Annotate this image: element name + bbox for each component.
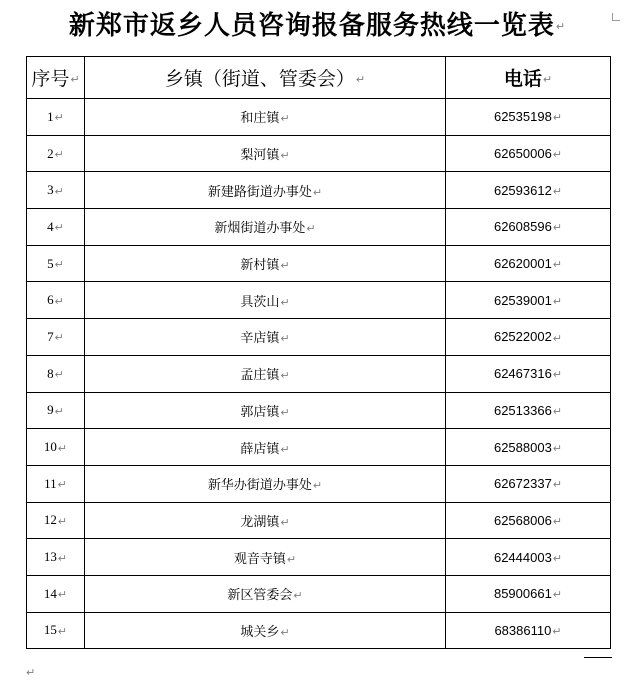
- paragraph-mark-icon: ↵: [280, 369, 290, 383]
- paragraph-mark-icon: ↵: [552, 222, 563, 235]
- row-township-text: 辛店镇: [240, 331, 280, 347]
- row-index-text: 13: [43, 549, 57, 565]
- paragraph-mark-icon: ↵: [280, 295, 290, 309]
- table-row: [27, 355, 611, 392]
- row-phone: [446, 465, 611, 502]
- paragraph-mark-icon: ↵: [57, 625, 68, 638]
- row-phone: [446, 172, 611, 209]
- table-header-row: [27, 57, 611, 99]
- paragraph-mark-icon: ↵: [70, 73, 80, 86]
- document-title: 新郑市返乡人员咨询报备服务热线一览表: [68, 11, 555, 41]
- paragraph-mark-icon: ↵: [552, 405, 563, 418]
- row-township-text: 梨河镇: [240, 148, 280, 164]
- row-township: [85, 612, 446, 649]
- row-township: [85, 502, 446, 539]
- row-phone-text: 85900661: [493, 586, 552, 602]
- paragraph-mark-icon: ↵: [57, 479, 67, 492]
- row-index: [27, 209, 85, 246]
- paragraph-mark-icon: ↵: [54, 332, 64, 345]
- row-index-text: 3: [47, 182, 54, 198]
- table-row: [27, 245, 611, 282]
- row-index: [27, 245, 85, 282]
- row-index: [27, 575, 85, 612]
- row-township-text: 新建路街道办事处: [207, 184, 312, 200]
- row-index-text: 12: [43, 512, 57, 528]
- paragraph-mark-icon: ↵: [280, 332, 290, 346]
- table-row: [27, 502, 611, 539]
- row-township-text: 新华办街道办事处: [207, 478, 312, 494]
- row-township: [85, 465, 446, 502]
- row-index: [27, 612, 85, 649]
- row-index-text: 1: [47, 108, 54, 124]
- hotline-table: [26, 56, 611, 649]
- header-index: 序号↵: [27, 57, 85, 99]
- row-phone-text: 62444003: [493, 549, 552, 565]
- row-phone: [446, 355, 611, 392]
- row-index-text: 5: [47, 255, 54, 271]
- paragraph-mark-icon: ↵: [280, 442, 290, 456]
- margin-corner-mark: [612, 13, 620, 21]
- row-index-text: 11: [44, 475, 57, 491]
- paragraph-mark-icon: ↵: [552, 589, 563, 602]
- row-township-text: 新村镇: [240, 258, 280, 274]
- paragraph-mark-icon: ↵: [552, 295, 563, 308]
- paragraph-mark-icon: ↵: [57, 552, 68, 565]
- row-township-text: 新区管委会: [227, 588, 293, 604]
- row-phone: [446, 429, 611, 466]
- row-index: [27, 135, 85, 172]
- table-row: [27, 99, 611, 136]
- row-index-text: 7: [47, 328, 54, 344]
- row-township: [85, 209, 446, 246]
- table-row: [27, 209, 611, 246]
- table-row: [27, 465, 611, 502]
- row-index: [27, 355, 85, 392]
- row-township: [85, 172, 446, 209]
- row-phone-text: 62568006: [493, 512, 552, 528]
- table-row: [27, 539, 611, 576]
- row-phone-text: 62467316: [493, 366, 552, 382]
- row-index-text: 2: [47, 145, 54, 161]
- paragraph-mark-icon: ↵: [552, 626, 562, 638]
- paragraph-mark-icon: ↵: [355, 73, 366, 86]
- row-township: [85, 429, 446, 466]
- row-index-text: 10: [43, 439, 57, 455]
- table-row: [27, 392, 611, 429]
- row-phone-text: 62535198: [493, 109, 552, 125]
- paragraph-mark-icon: ↵: [280, 112, 290, 126]
- table-row: [27, 135, 611, 172]
- row-phone-text: 62620001: [493, 256, 552, 272]
- paragraph-mark-icon: ↵: [280, 625, 290, 639]
- row-index-text: 15: [43, 622, 57, 638]
- paragraph-mark-icon: ↵: [306, 222, 316, 236]
- row-phone: [446, 612, 611, 649]
- row-township-text: 新烟街道办事处: [214, 221, 306, 237]
- row-phone: [446, 99, 611, 136]
- table-body: [27, 99, 611, 649]
- row-index: [27, 282, 85, 319]
- row-index: [27, 429, 85, 466]
- row-phone: [446, 245, 611, 282]
- row-index-text: 8: [47, 365, 54, 381]
- row-phone: [446, 392, 611, 429]
- row-index: [27, 319, 85, 356]
- row-phone-text: 62672337: [493, 476, 552, 492]
- row-township-text: 具茨山: [240, 294, 280, 310]
- row-phone: [446, 319, 611, 356]
- header-township: 乡镇（街道、管委会）↵: [85, 57, 446, 99]
- row-phone-text: 62539001: [493, 292, 552, 308]
- row-township: [85, 99, 446, 136]
- paragraph-mark-icon: ↵: [280, 515, 290, 529]
- row-phone-text: 62513366: [493, 402, 552, 418]
- paragraph-mark-icon: ↵: [312, 479, 323, 493]
- paragraph-mark-icon: ↵: [26, 666, 36, 679]
- header-phone: 电话↵: [446, 57, 611, 99]
- row-index-text: 14: [43, 585, 57, 601]
- row-township: [85, 539, 446, 576]
- paragraph-mark-icon: ↵: [552, 112, 563, 125]
- paragraph-mark-icon: ↵: [552, 442, 563, 455]
- paragraph-mark-icon: ↵: [542, 73, 553, 86]
- paragraph-mark-icon: ↵: [54, 222, 64, 235]
- row-index-text: 9: [47, 402, 54, 418]
- table-row: [27, 172, 611, 209]
- paragraph-mark-icon: ↵: [280, 405, 290, 419]
- table-row: [27, 319, 611, 356]
- row-township-text: 孟庄镇: [240, 368, 280, 384]
- paragraph-mark-icon: ↵: [312, 185, 323, 199]
- row-township-text: 龙湖镇: [240, 514, 280, 530]
- table-row: [27, 575, 611, 612]
- paragraph-mark-icon: ↵: [57, 442, 68, 455]
- row-phone-text: 68386110: [494, 622, 552, 638]
- row-index-text: 4: [47, 218, 54, 234]
- row-phone: [446, 135, 611, 172]
- paragraph-mark-icon: ↵: [552, 259, 563, 272]
- paragraph-mark-icon: ↵: [552, 515, 563, 528]
- document-title-line: [0, 8, 635, 44]
- row-index: [27, 539, 85, 576]
- row-phone: [446, 502, 611, 539]
- paragraph-mark-icon: ↵: [54, 149, 64, 162]
- row-index: [27, 99, 85, 136]
- row-phone-text: 62608596: [493, 219, 552, 235]
- row-phone-text: 62593612: [493, 182, 552, 198]
- row-phone-text: 62588003: [493, 439, 552, 455]
- table-row: [27, 612, 611, 649]
- row-phone: [446, 209, 611, 246]
- row-township-text: 和庄镇: [240, 111, 280, 127]
- row-township: [85, 135, 446, 172]
- paragraph-mark-icon: ↵: [57, 515, 68, 528]
- row-phone: [446, 282, 611, 319]
- row-township: [85, 319, 446, 356]
- paragraph-mark-icon: ↵: [280, 149, 290, 163]
- paragraph-mark-icon: ↵: [54, 259, 64, 272]
- table-row: [27, 282, 611, 319]
- paragraph-mark-icon: ↵: [54, 405, 64, 418]
- paragraph-mark-icon: ↵: [54, 112, 64, 125]
- paragraph-mark-icon: ↵: [552, 185, 563, 198]
- paragraph-mark-icon: ↵: [552, 369, 563, 382]
- row-phone: [446, 539, 611, 576]
- paragraph-mark-icon: ↵: [280, 259, 290, 273]
- row-index-text: 6: [47, 292, 54, 308]
- row-index: [27, 392, 85, 429]
- paragraph-mark-icon: ↵: [286, 552, 297, 566]
- row-township-text: 城关乡: [240, 624, 280, 640]
- table-row: [27, 429, 611, 466]
- row-township-text: 观音寺镇: [233, 551, 286, 567]
- table-underline: [584, 657, 612, 658]
- paragraph-mark-icon: ↵: [552, 332, 563, 345]
- row-phone-text: 62522002: [493, 329, 552, 345]
- row-index: [27, 172, 85, 209]
- paragraph-mark-icon: ↵: [54, 295, 64, 308]
- row-township: [85, 392, 446, 429]
- paragraph-mark-icon: ↵: [552, 149, 563, 162]
- paragraph-mark-icon: ↵: [552, 552, 563, 565]
- paragraph-mark-icon: ↵: [57, 589, 68, 602]
- row-township: [85, 282, 446, 319]
- paragraph-mark-icon: ↵: [293, 589, 303, 603]
- row-township: [85, 575, 446, 612]
- row-index: [27, 465, 85, 502]
- row-index: [27, 502, 85, 539]
- row-township-text: 薛店镇: [240, 441, 280, 457]
- row-township: [85, 245, 446, 282]
- row-phone-text: 62650006: [493, 146, 552, 161]
- paragraph-mark-icon: ↵: [552, 479, 563, 492]
- row-phone: [446, 575, 611, 612]
- paragraph-mark-icon: ↵: [54, 369, 64, 382]
- row-township: [85, 355, 446, 392]
- paragraph-mark-icon: ↵: [54, 185, 64, 198]
- row-township-text: 郭店镇: [240, 404, 280, 420]
- paragraph-mark-icon: ↵: [555, 19, 567, 33]
